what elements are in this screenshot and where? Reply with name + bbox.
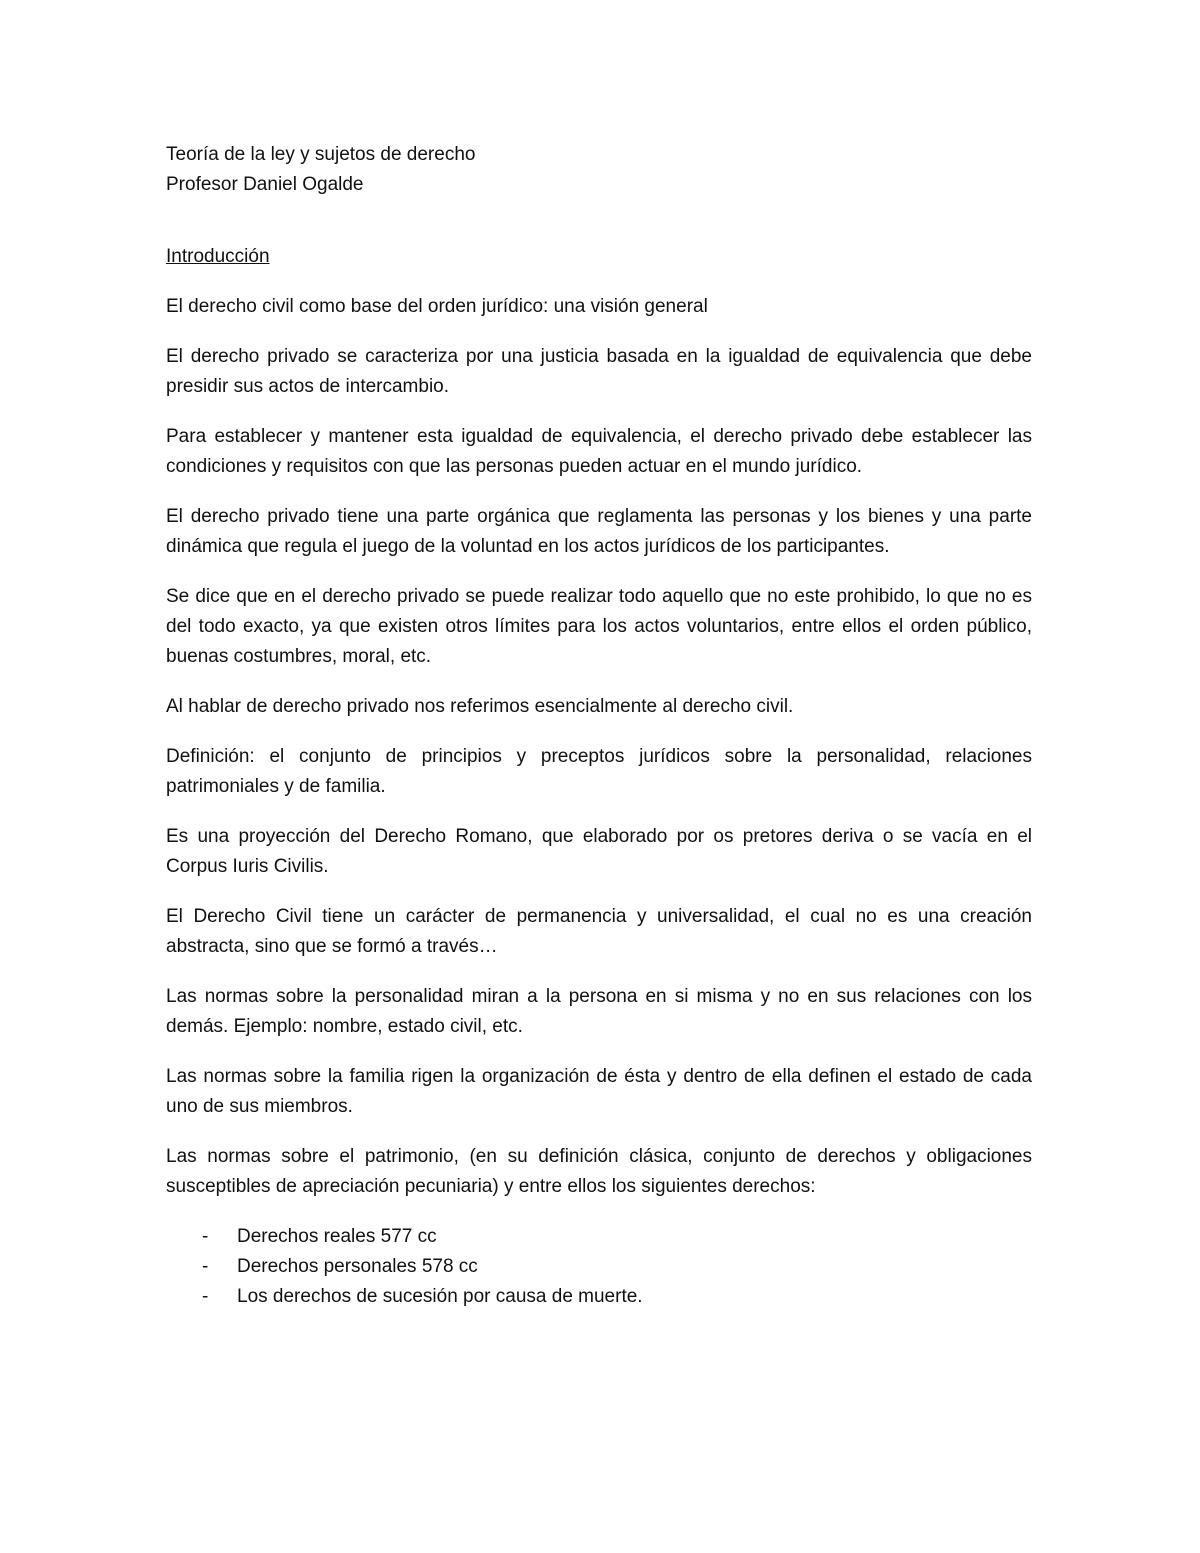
list-bullet: - (202, 1256, 209, 1277)
list-item-text: Derechos reales 577 cc (237, 1226, 437, 1247)
paragraph: El derecho privado tiene una parte orgánica que reglamenta las personas y los bienes y una parte dinámica que regula el juego de la voluntad en los actos jurídicos de los participantes. (166, 506, 1032, 557)
paragraph: Para establecer y mantener esta igualdad de equivalencia, el derecho privado debe establecer las condiciones y requisitos con que las personas pueden actuar en el mundo jurídico. (166, 426, 1032, 477)
paragraph: Las normas sobre el patrimonio, (en su definición clásica, conjunto de derechos y obligaciones susceptibles de apreciación pecuniaria) y entre ellos los siguientes derechos: (166, 1146, 1032, 1197)
paragraph: El Derecho Civil tiene un carácter de permanencia y universalidad, el cual no es una creación abstracta, sino que se formó a través… (166, 906, 1032, 957)
course-title: Teoría de la ley y sujetos de derecho (166, 144, 476, 165)
section-heading: Introducción (166, 246, 270, 267)
list-item (166, 1282, 1032, 1312)
paragraph: Es una proyección del Derecho Romano, que elaborado por os pretores deriva o se vacía en el Corpus Iuris Civilis. (166, 826, 1032, 877)
list-bullet: - (202, 1226, 209, 1247)
paragraph: El derecho privado se caracteriza por una justicia basada en la igualdad de equivalencia que debe presidir sus actos de intercambio. (166, 346, 1032, 397)
document-body (166, 140, 1032, 1312)
section-subtitle: El derecho civil como base del orden jurídico: una visión general (166, 296, 708, 317)
list-item-text: Los derechos de sucesión por causa de muerte. (237, 1286, 643, 1307)
list-bullet: - (202, 1286, 209, 1307)
list-item-text: Derechos personales 578 cc (237, 1256, 478, 1277)
paragraph: Se dice que en el derecho privado se puede realizar todo aquello que no este prohibido, lo que no es del todo exacto, ya que existen otros límites para los actos voluntarios, entre ellos el orden público, buenas costumbres, moral, etc. (166, 586, 1032, 667)
paragraph-definition: Definición: el conjunto de principios y preceptos jurídicos sobre la personalidad, relaciones patrimoniales y de familia. (166, 746, 1032, 797)
list-item (166, 1222, 1032, 1252)
professor-name: Profesor Daniel Ogalde (166, 174, 364, 195)
paragraph: Al hablar de derecho privado nos referimos esencialmente al derecho civil. (166, 696, 794, 717)
paragraph: Las normas sobre la familia rigen la organización de ésta y dentro de ella definen el estado de cada uno de sus miembros. (166, 1066, 1032, 1117)
rights-list (166, 1222, 1032, 1312)
paragraph: Las normas sobre la personalidad miran a la persona en si misma y no en sus relaciones con los demás. Ejemplo: nombre, estado civil, etc. (166, 986, 1032, 1037)
list-item (166, 1252, 1032, 1282)
